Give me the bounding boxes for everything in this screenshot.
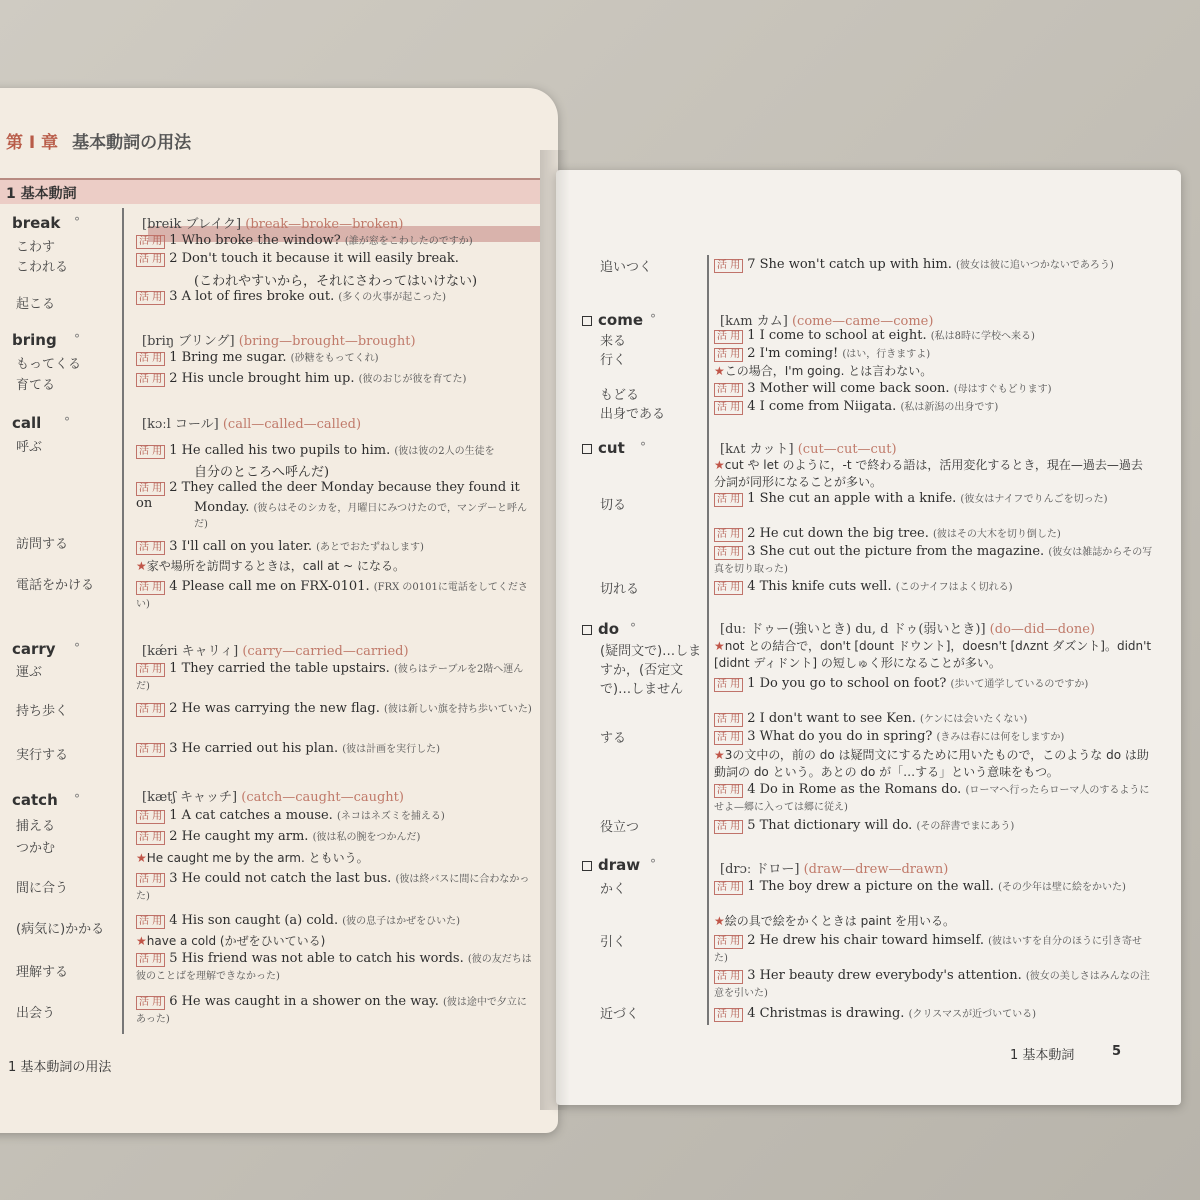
example-translation: (クリスマスが近づいている) xyxy=(908,1009,1036,1020)
example-text: Don't touch it because it will easily break. xyxy=(181,251,459,266)
note-text: 3の文中の，前の do は疑問文にするために用いたもので，このような do は助動詞の do という。あとの do が「…する」という意味をもつ。 xyxy=(714,748,1149,779)
example-translation: (このナイフはよく切れる) xyxy=(895,582,1013,593)
star-icon: ★ xyxy=(714,364,725,378)
phonetic: [kɔːl コール] xyxy=(142,417,223,432)
example-sentence xyxy=(714,728,1154,745)
usage-note xyxy=(714,362,1154,379)
conjugation-tag: 活 用 xyxy=(714,348,743,362)
meaning: 理解する xyxy=(16,965,69,980)
meaning: 起こる xyxy=(16,297,56,312)
example-sentence xyxy=(714,932,1154,965)
phonetic: [kʌm カム] xyxy=(720,314,792,329)
example-number: 1 xyxy=(169,233,182,248)
footer-right-section: 1 基本動詞 xyxy=(1010,1048,1075,1063)
sound-icon: ° xyxy=(640,440,646,454)
example-text: Christmas is drawing. xyxy=(759,1006,909,1021)
meaning: 行く xyxy=(600,353,627,368)
example-sentence xyxy=(136,870,536,903)
example-translation: (彼はいすを自分のほうに引き寄せた) xyxy=(714,936,1142,964)
example-text: Bring me sugar. xyxy=(181,350,291,365)
pronunciation xyxy=(720,618,1095,637)
usage-note xyxy=(136,557,536,574)
example-translation: (彼は私の腕をつかんだ) xyxy=(312,832,421,843)
note-text: not との結合で，don't [dount ドウント]，doesn't [dʌznt ダズント]。didn't [didnt ディドント] の短しゅく形になることが多い。 xyxy=(714,639,1152,670)
note-text: He caught me by the arm. ともいう。 xyxy=(146,851,369,865)
pronunciation xyxy=(142,786,404,805)
star-icon: ★ xyxy=(714,639,725,653)
example-text: She cut out the picture from the magazine. xyxy=(759,544,1049,559)
conjugation-tag: 活 用 xyxy=(714,1008,743,1022)
conjugation-tag: 活 用 xyxy=(136,873,165,887)
conjugation-tag: 活 用 xyxy=(714,401,743,415)
meaning: 持ち歩く xyxy=(16,704,69,719)
pronunciation xyxy=(142,413,361,432)
star-icon: ★ xyxy=(136,851,147,865)
example-sentence xyxy=(714,525,1154,542)
example-text: A lot of fires broke out. xyxy=(181,289,339,304)
example-sentence xyxy=(136,660,536,693)
phonetic: [duː ドゥー(強いとき) du, d ドゥ(弱いとき)] xyxy=(720,622,990,637)
conjugation-tag: 活 用 xyxy=(136,445,165,459)
checkbox-icon xyxy=(582,444,592,454)
sound-icon: ° xyxy=(650,312,656,326)
example-number: 3 xyxy=(169,289,182,304)
example-translation: (彼はその大木を切り倒した) xyxy=(933,529,1061,540)
usage-note xyxy=(714,912,1154,929)
conjugation-tag: 活 用 xyxy=(136,743,165,757)
example-number: 2 xyxy=(169,480,182,495)
example-translation: (彼らはテーブルを2階へ運んだ) xyxy=(136,664,524,692)
chapter-title: 基本動詞の用法 xyxy=(72,133,192,153)
verb-forms: (catch—caught—caught) xyxy=(241,790,404,805)
example-sentence xyxy=(714,1005,1154,1022)
note-text: この場合，I'm going. とは言わない。 xyxy=(724,364,933,378)
example-text: I'll call on you later. xyxy=(181,539,317,554)
conjugation-tag: 活 用 xyxy=(136,352,165,366)
headword: do xyxy=(598,620,620,638)
example-text: He carried out his plan. xyxy=(181,741,343,756)
example-text: His friend was not able to catch his words. xyxy=(181,951,468,966)
meaning: つかむ xyxy=(16,841,56,856)
star-icon: ★ xyxy=(136,934,147,948)
usage-note xyxy=(136,849,536,866)
section-band xyxy=(0,178,540,204)
example-translation: (砂糖をもってくれ) xyxy=(290,353,379,364)
phonetic: [briŋ ブリング] xyxy=(142,334,239,349)
example-translation: (彼は彼の2人の生徒を xyxy=(394,446,495,457)
sound-icon: ° xyxy=(64,415,70,429)
conjugation-tag: 活 用 xyxy=(714,935,743,949)
page-number: 5 xyxy=(1112,1044,1122,1059)
chapter-heading xyxy=(6,128,191,153)
example-sentence xyxy=(714,490,1154,507)
example-text: I come to school at eight. xyxy=(759,328,931,343)
example-sentence xyxy=(136,370,536,387)
chapter-number: 第 I 章 xyxy=(6,133,59,153)
pronunciation xyxy=(720,438,897,457)
meaning: もってくる xyxy=(16,357,82,372)
meaning: 育てる xyxy=(16,378,56,393)
usage-note xyxy=(714,456,1154,490)
meaning: 電話をかける xyxy=(16,578,95,593)
example-sentence xyxy=(714,675,1154,692)
sound-icon: ° xyxy=(74,332,80,346)
meaning: (疑問文で)…しますか，(否定文で)…しません xyxy=(600,644,702,697)
example-sentence xyxy=(714,578,1154,595)
example-sentence xyxy=(136,538,536,555)
meaning: 切る xyxy=(600,498,627,513)
example-text: A cat catches a mouse. xyxy=(181,808,337,823)
note-text: have a cold (かぜをひいている) xyxy=(146,934,326,948)
example-number: 3 xyxy=(747,544,760,559)
example-translation: (はい，行きますよ) xyxy=(842,349,931,360)
example-sentence xyxy=(194,499,536,531)
example-text: She cut an apple with a knife. xyxy=(759,491,961,506)
example-translation: (多くの火事が起こった) xyxy=(338,292,446,303)
left-column-rule xyxy=(122,208,124,1034)
meaning: 役立つ xyxy=(600,820,640,835)
meaning: (病気に)かかる xyxy=(16,922,105,937)
star-icon: ★ xyxy=(136,559,147,573)
meaning: 訪問する xyxy=(16,537,69,552)
conjugation-tag: 活 用 xyxy=(136,831,165,845)
example-translation: (歩いて通学しているのですか) xyxy=(950,679,1089,690)
example-number: 1 xyxy=(169,808,182,823)
example-sentence xyxy=(136,993,536,1026)
example-number: 4 xyxy=(747,399,760,414)
example-number: 1 xyxy=(169,661,182,676)
checkbox-icon xyxy=(582,625,592,635)
example-translation: (私は新潟の出身です) xyxy=(900,402,999,413)
meaning: 呼ぶ xyxy=(16,440,43,455)
example-text: Please call me on FRX-0101. xyxy=(181,579,374,594)
conjugation-tag: 活 用 xyxy=(714,581,743,595)
example-number: 1 xyxy=(747,328,760,343)
example-text: Monday. xyxy=(194,500,254,515)
example-text: Do in Rome as the Romans do. xyxy=(759,782,966,797)
pronunciation xyxy=(142,213,404,232)
meaning: 運ぶ xyxy=(16,665,43,680)
headword: carry xyxy=(12,640,56,658)
conjugation-tag: 活 用 xyxy=(136,373,165,387)
example-translation: (彼女の美しさはみんなの注意を引いた) xyxy=(714,971,1150,999)
example-text: (こわれやすいから，それにさわってはいけない) xyxy=(194,274,478,289)
example-translation: (彼は途中で夕立にあった) xyxy=(136,997,527,1025)
example-text: Who broke the window? xyxy=(181,233,345,248)
sound-icon: ° xyxy=(650,857,656,871)
example-number: 2 xyxy=(747,711,760,726)
footer-left: 1 基本動詞の用法 xyxy=(8,1060,112,1075)
example-sentence xyxy=(714,878,1154,895)
conjugation-tag: 活 用 xyxy=(714,881,743,895)
example-number: 4 xyxy=(747,579,760,594)
conjugation-tag: 活 用 xyxy=(136,253,165,267)
example-text: This knife cuts well. xyxy=(759,579,896,594)
example-number: 4 xyxy=(747,1006,760,1021)
conjugation-tag: 活 用 xyxy=(714,713,743,727)
sound-icon: ° xyxy=(630,621,636,635)
conjugation-tag: 活 用 xyxy=(714,970,743,984)
conjugation-tag: 活 用 xyxy=(136,810,165,824)
verb-forms: (carry—carried—carried) xyxy=(242,644,409,659)
example-translation: (彼女はナイフでりんごを切った) xyxy=(960,494,1108,505)
headword: come xyxy=(598,311,643,329)
conjugation-tag: 活 用 xyxy=(714,784,743,798)
meaning: 近づく xyxy=(600,1007,640,1022)
example-number: 1 xyxy=(169,350,182,365)
example-number: 5 xyxy=(747,818,760,833)
example-translation: (その辞書でまにあう) xyxy=(916,821,1015,832)
example-text: Do you go to school on foot? xyxy=(759,676,951,691)
example-number: 5 xyxy=(169,951,182,966)
note-text: cut や let のように，-t で終わる語は，活用変化するとき，現在—過去—過去分詞が同形になることが多い。 xyxy=(714,458,1143,489)
example-number: 7 xyxy=(747,257,760,272)
example-sentence xyxy=(714,380,1154,397)
example-translation: (私は8時に学校へ来る) xyxy=(930,331,1035,342)
example-number: 1 xyxy=(169,443,182,458)
meaning: 間に合う xyxy=(16,881,69,896)
pronunciation xyxy=(142,330,416,349)
meaning: こわれる xyxy=(16,260,69,275)
example-sentence xyxy=(714,710,1154,727)
verb-forms: (bring—brought—brought) xyxy=(238,334,416,349)
example-number: 2 xyxy=(169,371,182,386)
example-sentence xyxy=(136,288,536,305)
verb-forms: (cut—cut—cut) xyxy=(797,442,897,457)
book-gutter xyxy=(540,150,570,1110)
headword: call xyxy=(12,414,42,432)
usage-note xyxy=(714,637,1154,671)
example-text: They carried the table upstairs. xyxy=(181,661,394,676)
sound-icon: ° xyxy=(74,792,80,806)
meaning: 捕える xyxy=(16,819,56,834)
conjugation-tag: 活 用 xyxy=(714,546,743,560)
example-text: They called the deer Monday because they found it on xyxy=(136,480,520,511)
example-sentence xyxy=(714,345,1154,362)
phonetic: [kǽri キャリィ] xyxy=(142,644,243,659)
example-translation: (彼らはそのシカを，月曜日にみつけたので，マンデーと呼んだ) xyxy=(194,503,527,530)
example-text: She won't catch up with him. xyxy=(759,257,956,272)
verb-forms: (draw—drew—drawn) xyxy=(803,862,949,877)
conjugation-tag: 活 用 xyxy=(714,493,743,507)
example-number: 1 xyxy=(747,491,760,506)
headword: draw xyxy=(598,856,641,874)
meaning: 来る xyxy=(600,334,627,349)
example-text: His son caught (a) cold. xyxy=(181,913,343,928)
example-sentence xyxy=(136,349,536,366)
example-text: He caught my arm. xyxy=(181,829,313,844)
note-text: 家や場所を訪問するときは，call at ~ になる。 xyxy=(146,559,405,573)
example-translation: (誰が窓をこわしたのですか) xyxy=(344,236,473,247)
usage-note xyxy=(136,932,536,949)
phonetic: [kætʃ キャッチ] xyxy=(142,790,242,805)
example-text: The boy drew a picture on the wall. xyxy=(759,879,999,894)
example-translation: (彼は計画を実行した) xyxy=(342,744,441,755)
conjugation-tag: 活 用 xyxy=(136,703,165,717)
example-sentence xyxy=(714,781,1154,814)
example-sentence xyxy=(136,950,536,983)
example-translation: (彼女は雑誌からその写真を切り取った) xyxy=(714,547,1153,575)
example-text: I don't want to see Ken. xyxy=(759,711,920,726)
example-number: 3 xyxy=(169,539,182,554)
star-icon: ★ xyxy=(714,748,725,762)
conjugation-tag: 活 用 xyxy=(714,820,743,834)
conjugation-tag: 活 用 xyxy=(136,235,165,249)
example-translation: (FRX の0101に電話をしてください) xyxy=(136,582,528,610)
conjugation-tag: 活 用 xyxy=(714,528,743,542)
example-number: 2 xyxy=(747,526,760,541)
example-translation: (彼の友だちは彼のことばを理解できなかった) xyxy=(136,954,532,982)
headword: break xyxy=(12,214,61,232)
conjugation-tag: 活 用 xyxy=(714,259,743,273)
conjugation-tag: 活 用 xyxy=(714,731,743,745)
example-text: That dictionary will do. xyxy=(759,818,917,833)
example-sentence xyxy=(136,442,536,459)
example-number: 3 xyxy=(747,968,760,983)
example-number: 4 xyxy=(747,782,760,797)
meaning: 追いつく xyxy=(600,260,653,275)
example-sentence xyxy=(136,232,536,249)
example-number: 3 xyxy=(747,729,760,744)
example-translation: (彼は新しい旗を持ち歩いていた) xyxy=(383,704,532,715)
example-sentence xyxy=(714,817,1154,834)
right-column-rule xyxy=(707,255,709,1025)
example-translation: (彼のおじが彼を育てた) xyxy=(358,374,467,385)
meaning: 引く xyxy=(600,935,627,950)
phonetic: [kʌt カット] xyxy=(720,442,798,457)
example-sentence xyxy=(136,740,536,757)
conjugation-tag: 活 用 xyxy=(714,383,743,397)
note-text: 絵の具で絵をかくときは paint を用いる。 xyxy=(724,914,956,928)
conjugation-tag: 活 用 xyxy=(136,482,165,496)
example-text: He called his two pupils to him. xyxy=(181,443,395,458)
headword: catch xyxy=(12,791,58,809)
conjugation-tag: 活 用 xyxy=(714,678,743,692)
pronunciation xyxy=(720,858,948,877)
conjugation-tag: 活 用 xyxy=(136,915,165,929)
example-text: Mother will come back soon. xyxy=(759,381,954,396)
example-text: 自分のところへ呼んだ) xyxy=(194,465,330,480)
meaning: 出会う xyxy=(16,1006,56,1021)
example-sentence xyxy=(136,828,536,845)
example-number: 3 xyxy=(747,381,760,396)
usage-note xyxy=(714,746,1154,780)
example-sentence xyxy=(714,398,1154,415)
example-number: 2 xyxy=(747,933,760,948)
example-sentence xyxy=(136,807,536,824)
verb-forms: (break—broke—broken) xyxy=(245,217,404,232)
example-sentence xyxy=(136,578,536,611)
example-number: 4 xyxy=(169,913,182,928)
conjugation-tag: 活 用 xyxy=(136,953,165,967)
example-sentence xyxy=(714,327,1154,344)
example-sentence xyxy=(194,270,536,289)
example-translation: (ケンには会いたくない) xyxy=(920,714,1028,725)
example-number: 2 xyxy=(169,251,182,266)
example-sentence xyxy=(136,251,536,267)
example-translation: (ローマへ行ったらローマ人のするようにせよ—郷に入っては郷に従え) xyxy=(714,785,1150,813)
example-translation: (その少年は壁に絵をかいた) xyxy=(998,882,1126,893)
meaning: こわす xyxy=(16,240,56,255)
example-translation: (あとでおたずねします) xyxy=(316,542,424,553)
conjugation-tag: 活 用 xyxy=(136,291,165,305)
example-number: 1 xyxy=(747,879,760,894)
example-text: He cut down the big tree. xyxy=(759,526,933,541)
checkbox-icon xyxy=(582,861,592,871)
example-translation: (彼女は彼に追いつかないであろう) xyxy=(955,260,1114,271)
meaning: かく xyxy=(600,882,627,897)
example-text: He was carrying the new flag. xyxy=(181,701,384,716)
star-icon: ★ xyxy=(714,914,725,928)
example-text: His uncle brought him up. xyxy=(181,371,359,386)
example-number: 4 xyxy=(169,579,182,594)
example-text: He drew his chair toward himself. xyxy=(759,933,989,948)
star-icon: ★ xyxy=(714,458,725,472)
meaning: もどる xyxy=(600,388,640,403)
example-text: He was caught in a shower on the way. xyxy=(181,994,443,1009)
meaning: 出身である xyxy=(600,407,666,422)
example-number: 2 xyxy=(747,346,760,361)
example-number: 3 xyxy=(169,741,182,756)
example-sentence xyxy=(714,967,1154,1000)
verb-forms: (do—did—done) xyxy=(989,622,1095,637)
pronunciation xyxy=(142,640,409,659)
meaning: する xyxy=(600,731,627,746)
example-text: What do you do in spring? xyxy=(759,729,937,744)
example-sentence xyxy=(136,912,536,929)
checkbox-icon xyxy=(582,316,592,326)
meaning: 切れる xyxy=(600,582,640,597)
section-title: 1 基本動詞 xyxy=(6,186,77,202)
headword: cut xyxy=(598,439,625,457)
conjugation-tag: 活 用 xyxy=(136,663,165,677)
phonetic: [drɔː ドロー] xyxy=(720,862,804,877)
phonetic: [breik ブレイク] xyxy=(142,217,246,232)
example-number: 2 xyxy=(169,829,182,844)
example-sentence xyxy=(194,461,536,480)
example-text: He could not catch the last bus. xyxy=(181,871,396,886)
example-text: I come from Niigata. xyxy=(759,399,901,414)
sound-icon: ° xyxy=(74,215,80,229)
example-sentence xyxy=(714,543,1154,576)
verb-forms: (come—came—come) xyxy=(791,314,934,329)
conjugation-tag: 活 用 xyxy=(136,996,165,1010)
sound-icon: ° xyxy=(74,641,80,655)
conjugation-tag: 活 用 xyxy=(136,581,165,595)
example-number: 3 xyxy=(169,871,182,886)
example-translation: (ネコはネズミを捕える) xyxy=(336,811,445,822)
example-translation: (彼の息子はかぜをひいた) xyxy=(342,916,461,927)
conjugation-tag: 活 用 xyxy=(136,541,165,555)
example-number: 2 xyxy=(169,701,182,716)
example-number: 1 xyxy=(747,676,760,691)
example-number: 6 xyxy=(169,994,182,1009)
example-translation: (彼は終バスに間に合わなかった) xyxy=(136,874,530,902)
example-translation: (きみは春には何をしますか) xyxy=(936,732,1065,743)
verb-forms: (call—called—called) xyxy=(222,417,362,432)
example-text: I'm coming! xyxy=(759,346,843,361)
conjugation-tag: 活 用 xyxy=(714,330,743,344)
example-translation: (母はすぐもどります) xyxy=(953,384,1052,395)
headword: bring xyxy=(12,331,57,349)
example-text: Her beauty drew everybody's attention. xyxy=(759,968,1026,983)
meaning: 実行する xyxy=(16,748,69,763)
example-sentence xyxy=(714,256,1154,273)
example-sentence xyxy=(136,700,536,717)
